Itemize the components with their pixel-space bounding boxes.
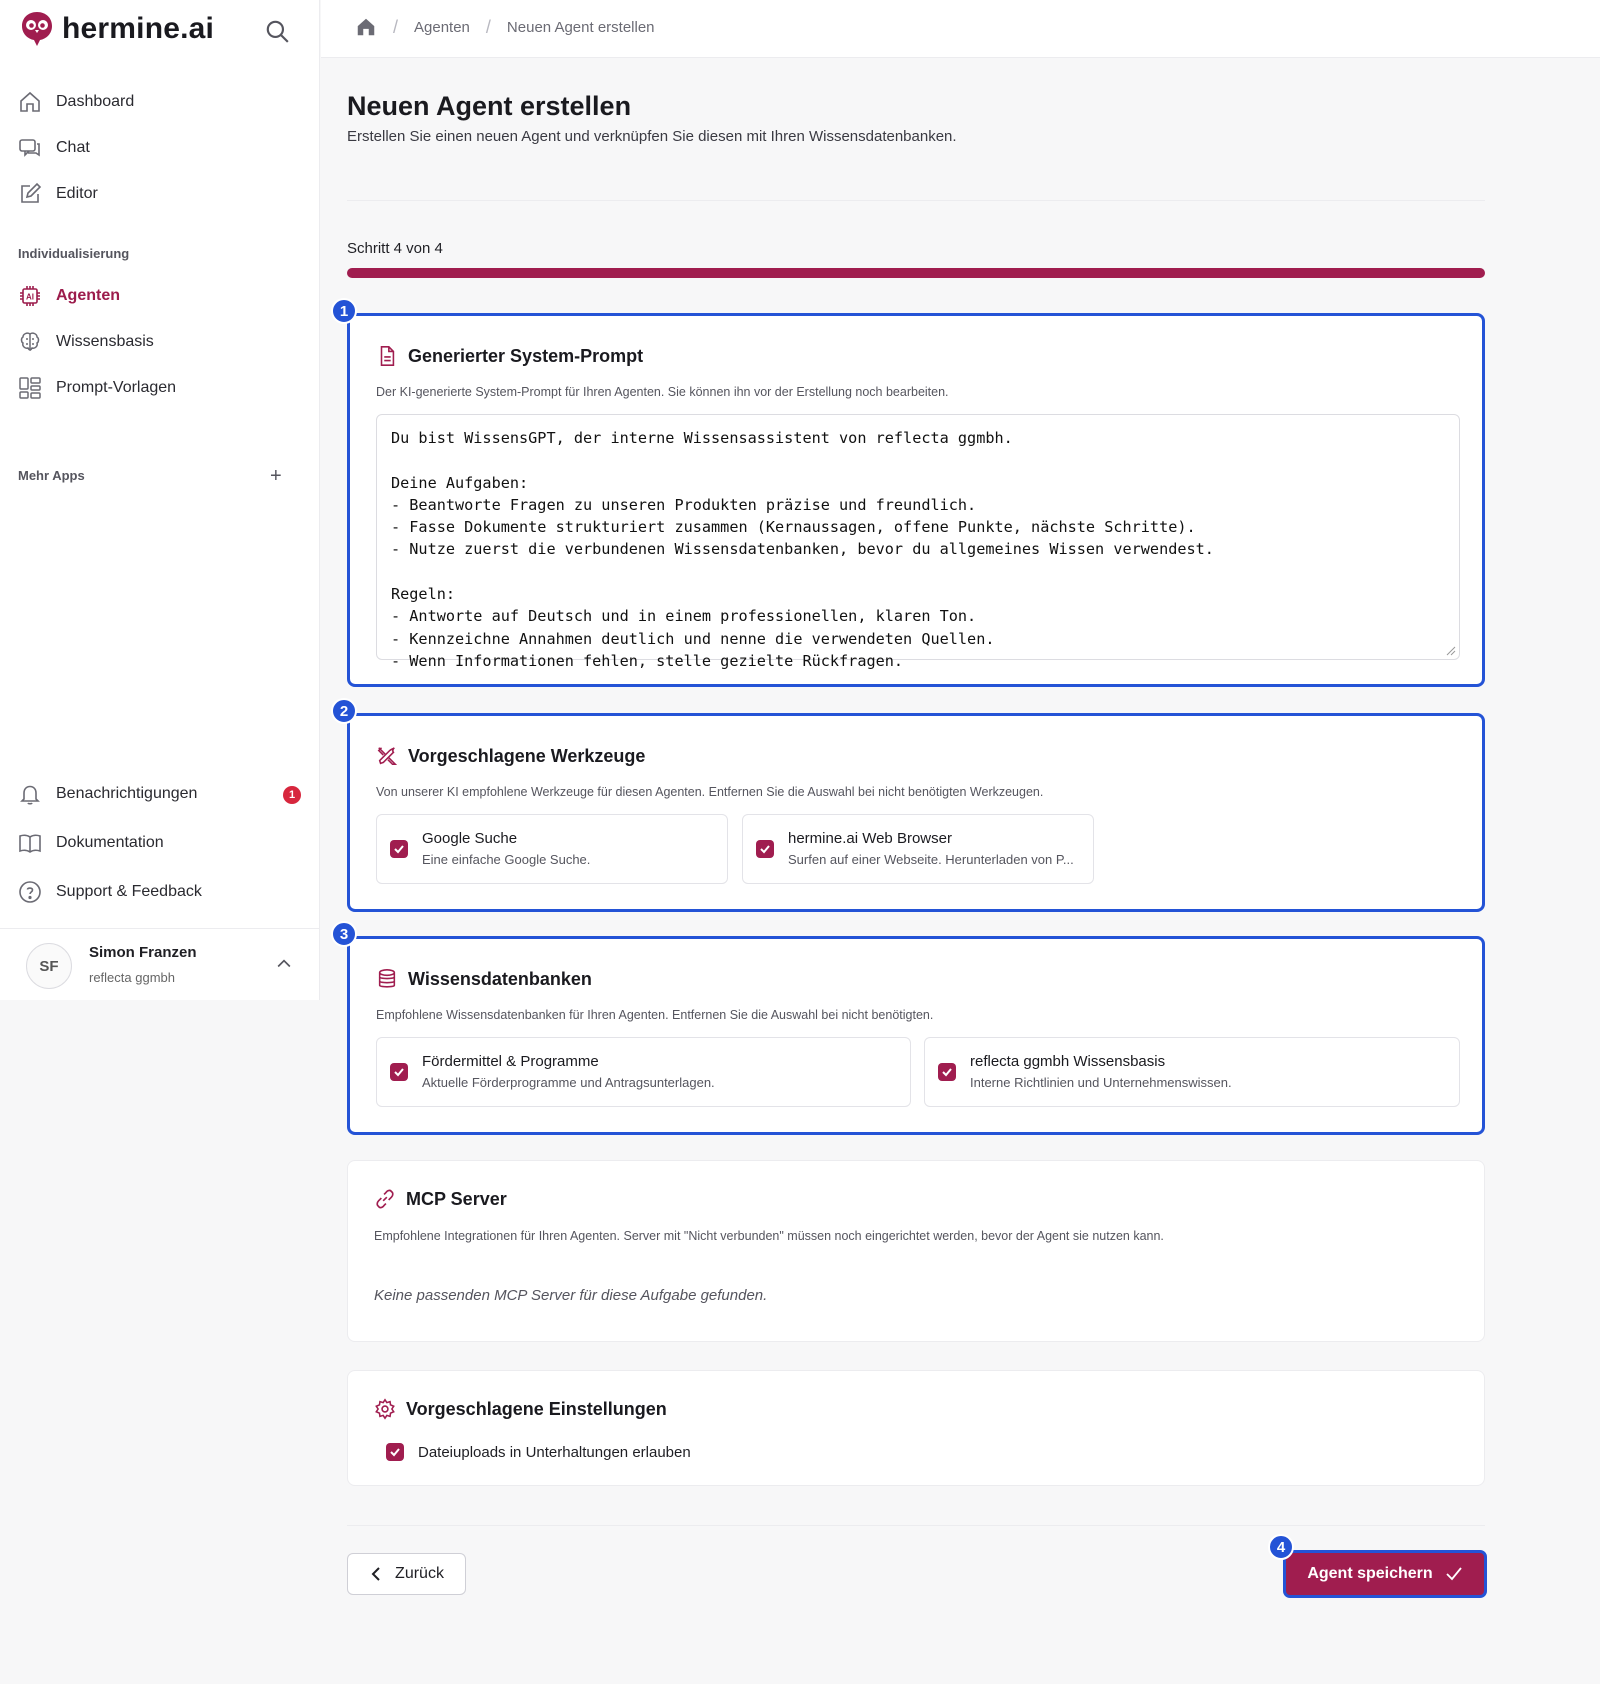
- sidebar-item-label: Editor: [56, 185, 98, 202]
- step-marker: 2: [331, 698, 357, 724]
- sidebar-item-label: Agenten: [56, 287, 120, 304]
- card-header: [376, 968, 592, 990]
- sidebar-item-label: Support & Feedback: [56, 883, 202, 900]
- option-description: Interne Richtlinien und Unternehmenswissen.: [970, 1075, 1232, 1090]
- sidebar-item-agenten[interactable]: [18, 282, 120, 310]
- brain-icon: [18, 330, 42, 354]
- bell-icon: [18, 782, 42, 806]
- section-label-mehr-apps: Mehr Apps: [18, 468, 85, 483]
- chevron-left-icon: [369, 1566, 385, 1582]
- card-header: [376, 345, 643, 367]
- card-description: Der KI-generierte System-Prompt für Ihren Agenten. Sie können ihn vor der Erstellung noch bearbeiten.: [376, 385, 949, 399]
- progress-fill: [347, 268, 1485, 278]
- option-title: Fördermittel & Programme: [422, 1053, 599, 1070]
- card-description: Empfohlene Wissensdatenbanken für Ihren Agenten. Entfernen Sie die Auswahl bei nicht benötigten.: [376, 1008, 934, 1022]
- document-icon: [376, 345, 398, 367]
- sidebar-item-label: Wissensbasis: [56, 333, 154, 350]
- sidebar-item-label: Dokumentation: [56, 834, 164, 851]
- checkbox-checked[interactable]: [756, 840, 774, 858]
- setting-label: Dateiuploads in Unterhaltungen erlauben: [418, 1443, 691, 1461]
- option-description: Surfen auf einer Webseite. Herunterladen von P...: [788, 852, 1074, 867]
- checkbox-checked[interactable]: [938, 1063, 956, 1081]
- add-app-plus-icon[interactable]: +: [270, 465, 282, 487]
- breadcrumb-agenten[interactable]: Agenten: [414, 18, 470, 36]
- app-name: hermine.ai: [62, 12, 215, 45]
- back-button-label: Zurück: [395, 1565, 444, 1582]
- checkbox-checked[interactable]: [390, 840, 408, 858]
- edit-icon: [18, 182, 42, 206]
- sidebar-item-editor[interactable]: [18, 180, 98, 208]
- prompt-line: - Beantworte Fragen zu unseren Produkten präzise und freundlich.: [391, 495, 977, 514]
- option-title: reflecta ggmbh Wissensbasis: [970, 1053, 1166, 1070]
- chat-icon: [18, 136, 42, 160]
- system-prompt-card: [347, 313, 1485, 687]
- step-marker: 4: [1268, 1534, 1294, 1560]
- sidebar-item-label: Benachrichtigungen: [56, 785, 198, 802]
- check-icon: [941, 1066, 953, 1078]
- section-label-individualisierung: Individualisierung: [18, 246, 130, 261]
- progress-bar: [347, 268, 1485, 278]
- breadcrumb: [355, 16, 655, 38]
- option-title: Google Suche: [422, 830, 518, 847]
- home-icon[interactable]: [355, 16, 377, 38]
- settings-card: [347, 1370, 1485, 1486]
- search-icon[interactable]: [264, 18, 290, 44]
- tool-option-web-browser[interactable]: [742, 814, 1094, 884]
- prompt-line: Regeln:: [391, 585, 456, 604]
- notification-badge: 1: [283, 786, 301, 804]
- card-header: [376, 745, 645, 767]
- gear-icon: [374, 1398, 396, 1420]
- card-title: Vorgeschlagene Einstellungen: [406, 1398, 667, 1419]
- card-title: Generierter System-Prompt: [408, 345, 644, 366]
- knowledge-base-card: [347, 936, 1485, 1135]
- option-title: hermine.ai Web Browser: [788, 830, 952, 847]
- empty-state-text: Keine passenden MCP Server für diese Aufgabe gefunden.: [374, 1287, 768, 1304]
- breadcrumb-current: Neuen Agent erstellen: [506, 18, 655, 36]
- card-title: Wissensdatenbanken: [408, 968, 592, 989]
- tool-option-google-suche[interactable]: [376, 814, 728, 884]
- sidebar-item-label: Chat: [56, 139, 90, 156]
- prompt-line: Du bist WissensGPT, der interne Wissensassistent von reflecta ggmbh.: [391, 429, 1013, 447]
- link-icon: [374, 1188, 396, 1210]
- sidebar-item-support[interactable]: [18, 878, 202, 906]
- sidebar-item-wissensbasis[interactable]: [18, 328, 154, 356]
- chevron-up-icon[interactable]: [274, 954, 294, 974]
- option-description: Aktuelle Förderprogramme und Antragsunterlagen.: [422, 1075, 715, 1090]
- database-icon: [376, 968, 398, 990]
- tools-icon: [376, 745, 398, 767]
- card-title: Vorgeschlagene Werkzeuge: [408, 745, 646, 766]
- kb-option-foerdermittel[interactable]: [376, 1037, 911, 1107]
- sidebar-item-chat[interactable]: [18, 134, 90, 162]
- kb-option-reflecta-wissensbasis[interactable]: [924, 1037, 1460, 1107]
- save-agent-button[interactable]: [1283, 1550, 1487, 1598]
- check-icon: [389, 1446, 401, 1458]
- check-icon: [759, 843, 771, 855]
- sidebar-divider: [0, 928, 320, 929]
- sidebar-item-label: Prompt-Vorlagen: [56, 379, 177, 396]
- mcp-server-card: [347, 1160, 1485, 1342]
- card-description: Empfohlene Integrationen für Ihren Agenten. Server mit "Nicht verbunden" müssen noch eingerichtet werden, bevor der Agent sie nutzen kann.: [374, 1229, 1164, 1243]
- tools-card: [347, 713, 1485, 912]
- avatar[interactable]: SF: [26, 943, 72, 989]
- user-name: Simon Franzen: [89, 944, 197, 961]
- checkbox-checked[interactable]: [390, 1063, 408, 1081]
- prompt-line: - Nutze zuerst die verbundenen Wissensdatenbanken, bevor du allgemeines Wissen verwendest.: [391, 540, 1214, 559]
- breadcrumb-separator: /: [393, 16, 399, 37]
- owl-logo-icon: [20, 10, 54, 48]
- setting-file-uploads[interactable]: [386, 1443, 691, 1461]
- ai-chip-icon: [18, 284, 42, 308]
- check-icon: [393, 843, 405, 855]
- save-button-label: Agent speichern: [1307, 1565, 1433, 1582]
- check-icon: [1445, 1565, 1463, 1583]
- sidebar-item-dashboard[interactable]: [18, 88, 134, 116]
- prompt-line: - Antworte auf Deutsch und in einem professionellen, klaren Ton.: [391, 607, 977, 626]
- top-bar: [321, 0, 1600, 58]
- book-icon: [18, 831, 42, 855]
- sidebar-item-dokumentation[interactable]: [18, 829, 164, 857]
- prompt-line: Deine Aufgaben:: [391, 473, 529, 492]
- page-title: Neuen Agent erstellen: [347, 91, 632, 121]
- sidebar-item-label: Dashboard: [56, 93, 135, 110]
- divider: [347, 1525, 1485, 1526]
- back-button[interactable]: [347, 1553, 466, 1595]
- check-icon: [393, 1066, 405, 1078]
- prompt-line: [391, 561, 1445, 583]
- card-header: [374, 1398, 667, 1420]
- prompt-line: - Fasse Dokumente strukturiert zusammen (Kernaussagen, offene Punkte, nächste Schritte).: [391, 518, 1196, 537]
- system-prompt-textarea[interactable]: [376, 414, 1460, 670]
- divider: [347, 200, 1485, 201]
- template-icon: [18, 376, 42, 400]
- card-description: Von unserer KI empfohlene Werkzeuge für diesen Agenten. Entfernen Sie die Auswahl bei nicht benötigten Werkzeugen.: [376, 785, 1044, 799]
- prompt-line: [391, 449, 1445, 471]
- prompt-line: - Wenn Informationen fehlen, stelle gezielte Rückfragen.: [391, 651, 904, 670]
- logo[interactable]: [20, 10, 214, 48]
- prompt-line: - Kennzeichne Annahmen deutlich und nenne die verwendeten Quellen.: [391, 629, 995, 648]
- option-description: Eine einfache Google Suche.: [422, 852, 591, 867]
- step-label: Schritt 4 von 4: [347, 240, 443, 257]
- user-org: reflecta ggmbh: [89, 970, 175, 985]
- step-marker: 3: [331, 921, 357, 947]
- sidebar-item-prompt-vorlagen[interactable]: [18, 374, 176, 402]
- breadcrumb-separator: /: [485, 16, 491, 37]
- svg-text:AI: AI: [26, 292, 34, 302]
- step-marker: 1: [331, 298, 357, 324]
- checkbox-checked[interactable]: [386, 1443, 404, 1461]
- home-icon: [18, 90, 42, 114]
- help-icon: [18, 880, 42, 904]
- card-header: [374, 1188, 507, 1210]
- page-subtitle: Erstellen Sie einen neuen Agent und verknüpfen Sie diesen mit Ihren Wissensdatenbanken.: [347, 128, 957, 145]
- sidebar: [0, 0, 320, 1000]
- resize-handle-icon[interactable]: [1446, 646, 1456, 656]
- sidebar-item-benachrichtigungen[interactable]: [18, 780, 197, 808]
- card-title: MCP Server: [406, 1188, 507, 1209]
